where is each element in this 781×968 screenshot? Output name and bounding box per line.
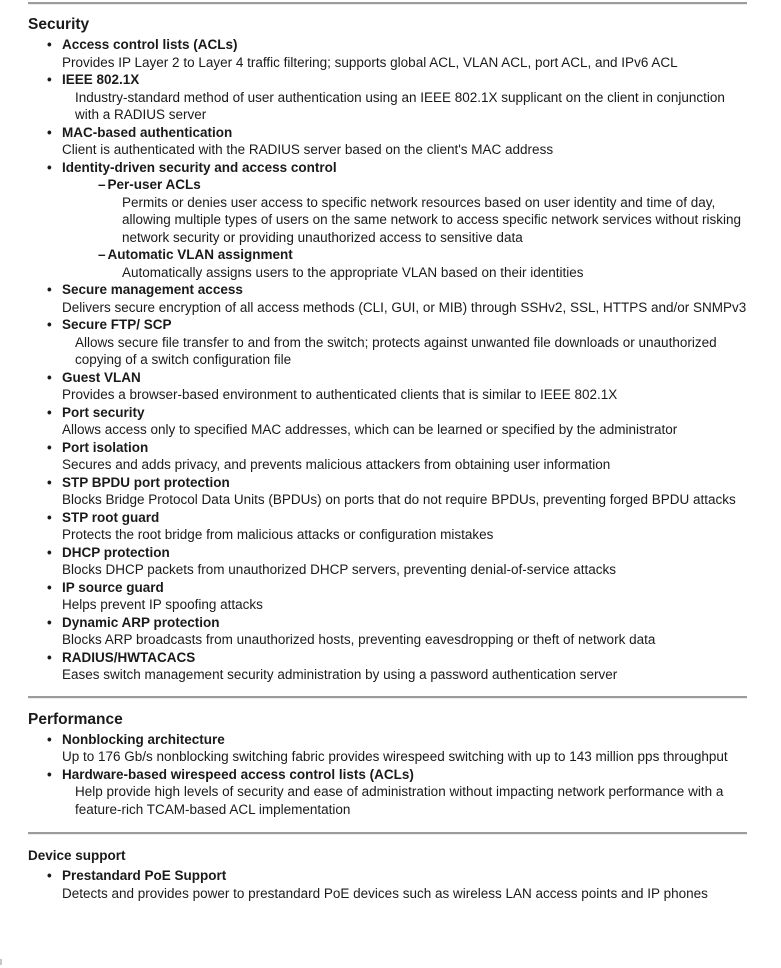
feature-item (47, 867, 747, 902)
feature-item (47, 316, 747, 369)
bullet-icon: • (47, 369, 52, 385)
bullet-icon: • (47, 159, 52, 175)
feature-description: Allows access only to specified MAC addresses, which can be learned or specified by the administrator (62, 422, 678, 437)
feature-title: Dynamic ARP protection (62, 614, 220, 630)
feature-item (47, 404, 747, 439)
sub-feature-title-text: Per-user ACLs (107, 177, 201, 192)
bullet-icon: • (47, 649, 52, 665)
feature-item (47, 439, 747, 474)
bullet-icon: • (47, 614, 52, 630)
sub-feature-item (98, 176, 747, 246)
bullet-icon: • (47, 124, 52, 140)
feature-title: STP BPDU port protection (62, 474, 230, 490)
section-device-support (28, 847, 747, 902)
feature-description: Blocks DHCP packets from unauthorized DHCP servers, preventing denial-of-service attacks (62, 562, 616, 577)
feature-list (28, 36, 747, 684)
bullet-icon: • (47, 766, 52, 782)
feature-description: Helps prevent IP spoofing attacks (62, 597, 263, 612)
feature-title: IEEE 802.1X (62, 72, 140, 87)
feature-item (47, 36, 747, 71)
feature-title: Hardware-based wirespeed access control lists (ACLs) (62, 766, 414, 782)
feature-item (47, 159, 747, 282)
dash-bullet-icon: – (98, 247, 106, 262)
section-performance (28, 711, 747, 819)
feature-item (47, 281, 747, 316)
bullet-icon: • (47, 404, 52, 420)
feature-description: Up to 176 Gb/s nonblocking switching fabric provides wirespeed switching with up to 143 million pps throughput (62, 749, 728, 764)
feature-description: Protects the root bridge from malicious attacks or configuration mistakes (62, 527, 494, 542)
bullet-icon: • (47, 474, 52, 490)
feature-description: Help provide high levels of security and ease of administration without impacting network performance with a feature-rich TCAM-based ACL implementation (75, 784, 724, 817)
feature-title: MAC-based authentication (62, 124, 233, 140)
sub-feature-description: Automatically assigns users to the appropriate VLAN based on their identities (122, 264, 584, 280)
feature-title: DHCP protection (62, 544, 170, 560)
feature-title: Guest VLAN (62, 369, 141, 385)
section-divider (28, 2, 747, 5)
feature-title: RADIUS/HWTACACS (62, 649, 196, 665)
feature-list (28, 731, 747, 819)
feature-title: Port security (62, 404, 145, 420)
feature-item (47, 544, 747, 579)
feature-item (47, 124, 747, 159)
feature-description: Allows secure file transfer to and from the switch; protects against unwanted file downloads or unauthorized copying of a switch configuration file (75, 334, 717, 367)
bullet-icon: • (47, 868, 52, 883)
feature-item (47, 766, 747, 819)
section-security (28, 16, 747, 684)
feature-title: Nonblocking architecture (62, 731, 225, 747)
sub-feature-description: Permits or denies user access to specific network resources based on user identity and time of day, allowing multiple types of users on the same network to access specific network services without risking network security or providing unauthorized access to sensitive data (122, 194, 742, 245)
sub-feature-title-text: Automatic VLAN assignment (107, 247, 293, 262)
feature-item (47, 649, 747, 684)
bullet-icon: • (47, 72, 52, 87)
feature-item (47, 474, 747, 509)
bullet-icon: • (47, 731, 52, 747)
feature-item (47, 509, 747, 544)
bullet-icon: • (47, 37, 52, 52)
bullet-icon: • (47, 544, 52, 560)
sub-feature-item (98, 246, 747, 281)
section-title: Performance (28, 710, 123, 728)
feature-description: Industry-standard method of user authentication using an IEEE 802.1X supplicant on the client in conjunction with a RADIUS server (75, 89, 725, 122)
feature-item (47, 369, 747, 404)
page-corner-artifact (0, 959, 2, 965)
feature-title: Access control lists (ACLs) (62, 37, 238, 52)
feature-title: IP source guard (62, 579, 164, 595)
feature-description: Blocks ARP broadcasts from unauthorized hosts, preventing eavesdropping or theft of network data (62, 632, 656, 647)
bullet-icon: • (47, 439, 52, 455)
feature-list (28, 867, 747, 902)
section-title: Device support (28, 848, 126, 863)
feature-title: Secure management access (62, 282, 243, 297)
feature-description: Provides IP Layer 2 to Layer 4 traffic filtering; supports global ACL, VLAN ACL, port ACL, and IPv6 ACL (62, 54, 678, 70)
feature-title: Identity-driven security and access control (62, 159, 337, 175)
sub-feature-title (98, 176, 747, 194)
feature-title: STP root guard (62, 509, 160, 525)
feature-description: Client is authenticated with the RADIUS server based on the client's MAC address (62, 142, 554, 157)
bullet-icon: • (47, 317, 52, 332)
bullet-icon: • (47, 509, 52, 525)
feature-description: Delivers secure encryption of all access methods (CLI, GUI, or MIB) through SSHv2, SSL, HTTPS and/or SNMPv3 (62, 299, 747, 315)
feature-title: Secure FTP/ SCP (62, 317, 172, 332)
section-divider (28, 696, 747, 699)
feature-description: Blocks Bridge Protocol Data Units (BPDUs) on ports that do not require BPDUs, preventing forged BPDU attacks (62, 492, 736, 507)
feature-description: Eases switch management security administration by using a password authentication server (62, 667, 618, 682)
feature-description: Detects and provides power to prestandard PoE devices such as wireless LAN access points and IP phones (62, 885, 708, 901)
dash-bullet-icon: – (98, 177, 106, 192)
feature-item (47, 71, 747, 124)
sub-feature-title (98, 246, 747, 264)
feature-item (47, 614, 747, 649)
document-content (28, 2, 747, 902)
feature-title: Port isolation (62, 439, 149, 455)
feature-description: Provides a browser-based environment to authenticated clients that is similar to IEEE 802.1X (62, 387, 618, 402)
section-title: Security (28, 16, 90, 33)
bullet-icon: • (47, 579, 52, 595)
feature-description: Secures and adds privacy, and prevents malicious attackers from obtaining user information (62, 457, 611, 472)
feature-title: Prestandard PoE Support (62, 868, 227, 883)
feature-item (47, 731, 747, 766)
section-divider (28, 832, 747, 835)
bullet-icon: • (47, 282, 52, 297)
feature-item (47, 579, 747, 614)
